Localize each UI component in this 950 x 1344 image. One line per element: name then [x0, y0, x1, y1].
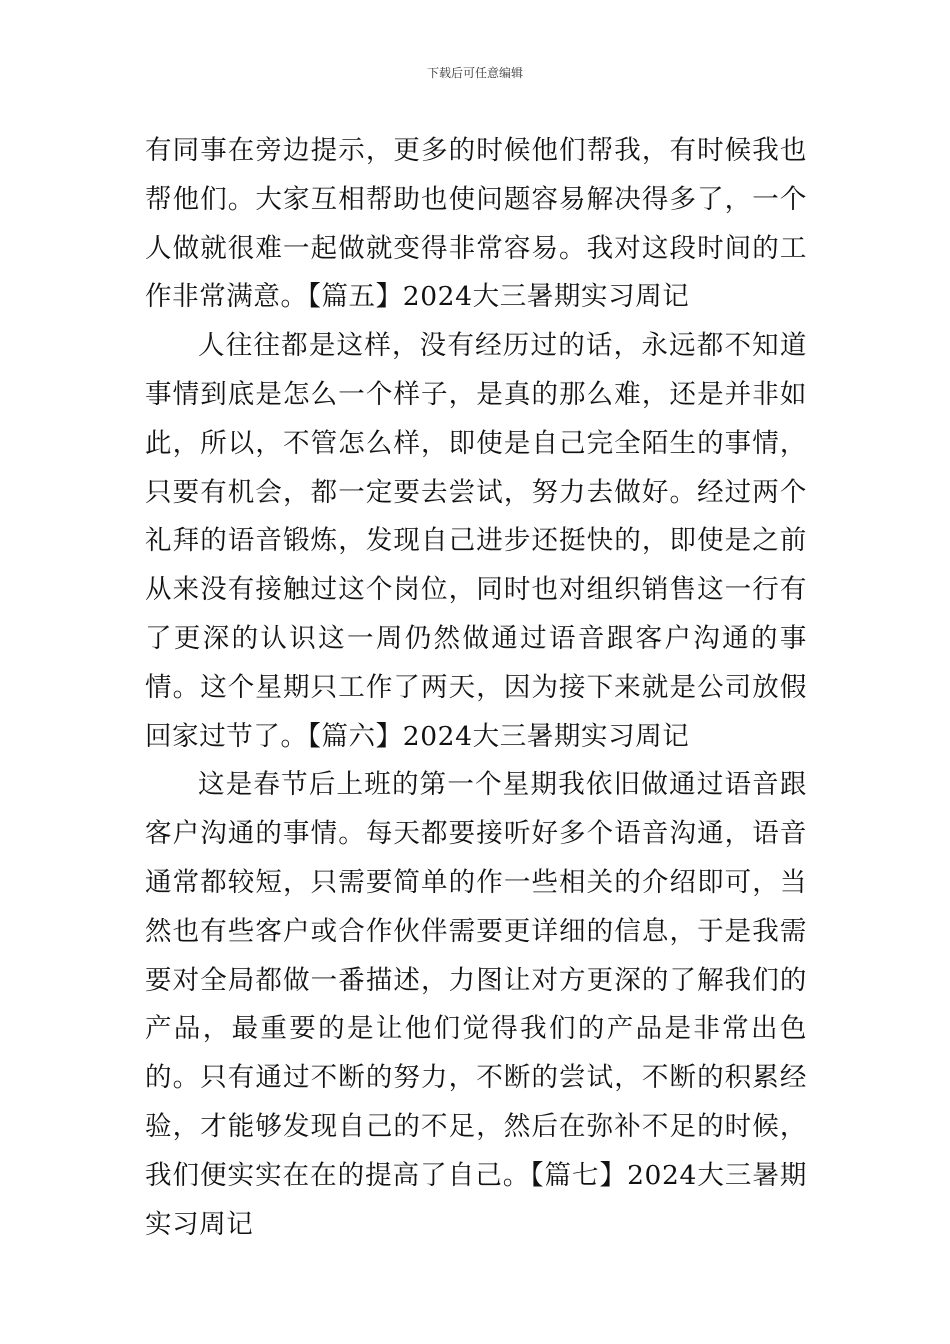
- paragraph-1: 有同事在旁边提示，更多的时候他们帮我，有时候我也帮他们。大家互相帮助也使问题容易解决得多了，一个人做就很难一起做就变得非常容易。我对这段时间的工作非常满意。【篇五】2024大三暑期实习周记: [145, 135, 807, 313]
- page-header-note: 下载后可任意编辑: [426, 66, 523, 80]
- paragraph-3: 这是春节后上班的第一个星期我依旧做通过语音跟客户沟通的事情。每天都要接听好多个语音沟通，语音通常都较短，只需要简单的作一些相关的介绍即可，当然也有些客户或合作伙伴需要更详细的信息，于是我需要对全局都做一番描述，力图让对方更深的了解我们的产品，最重要的是让他们觉得我们的产品是非常出色的。只有通过不断的努力，不断的尝试，不断的积累经验，才能够发现自己的不足，然后在弥补不足的时候，我们便实实在在的提高了自己。【篇七】2024大三暑期实习周记: [145, 769, 807, 1240]
- paragraph-2: 人往往都是这样，没有经历过的话，永远都不知道事情到底是怎么一个样子，是真的那么难，还是并非如此，所以，不管怎么样，即使是自己完全陌生的事情，只要有机会，都一定要去尝试，努力去做好。经过两个礼拜的语音锻炼，发现自己进步还挺快的，即使是之前从来没有接触过这个岗位，同时也对组织销售这一行有了更深的认识这一周仍然做通过语音跟客户沟通的事情。这个星期只工作了两天，因为接下来就是公司放假回家过节了。【篇六】2024大三暑期实习周记: [145, 330, 807, 752]
- document-body: [145, 127, 807, 1249]
